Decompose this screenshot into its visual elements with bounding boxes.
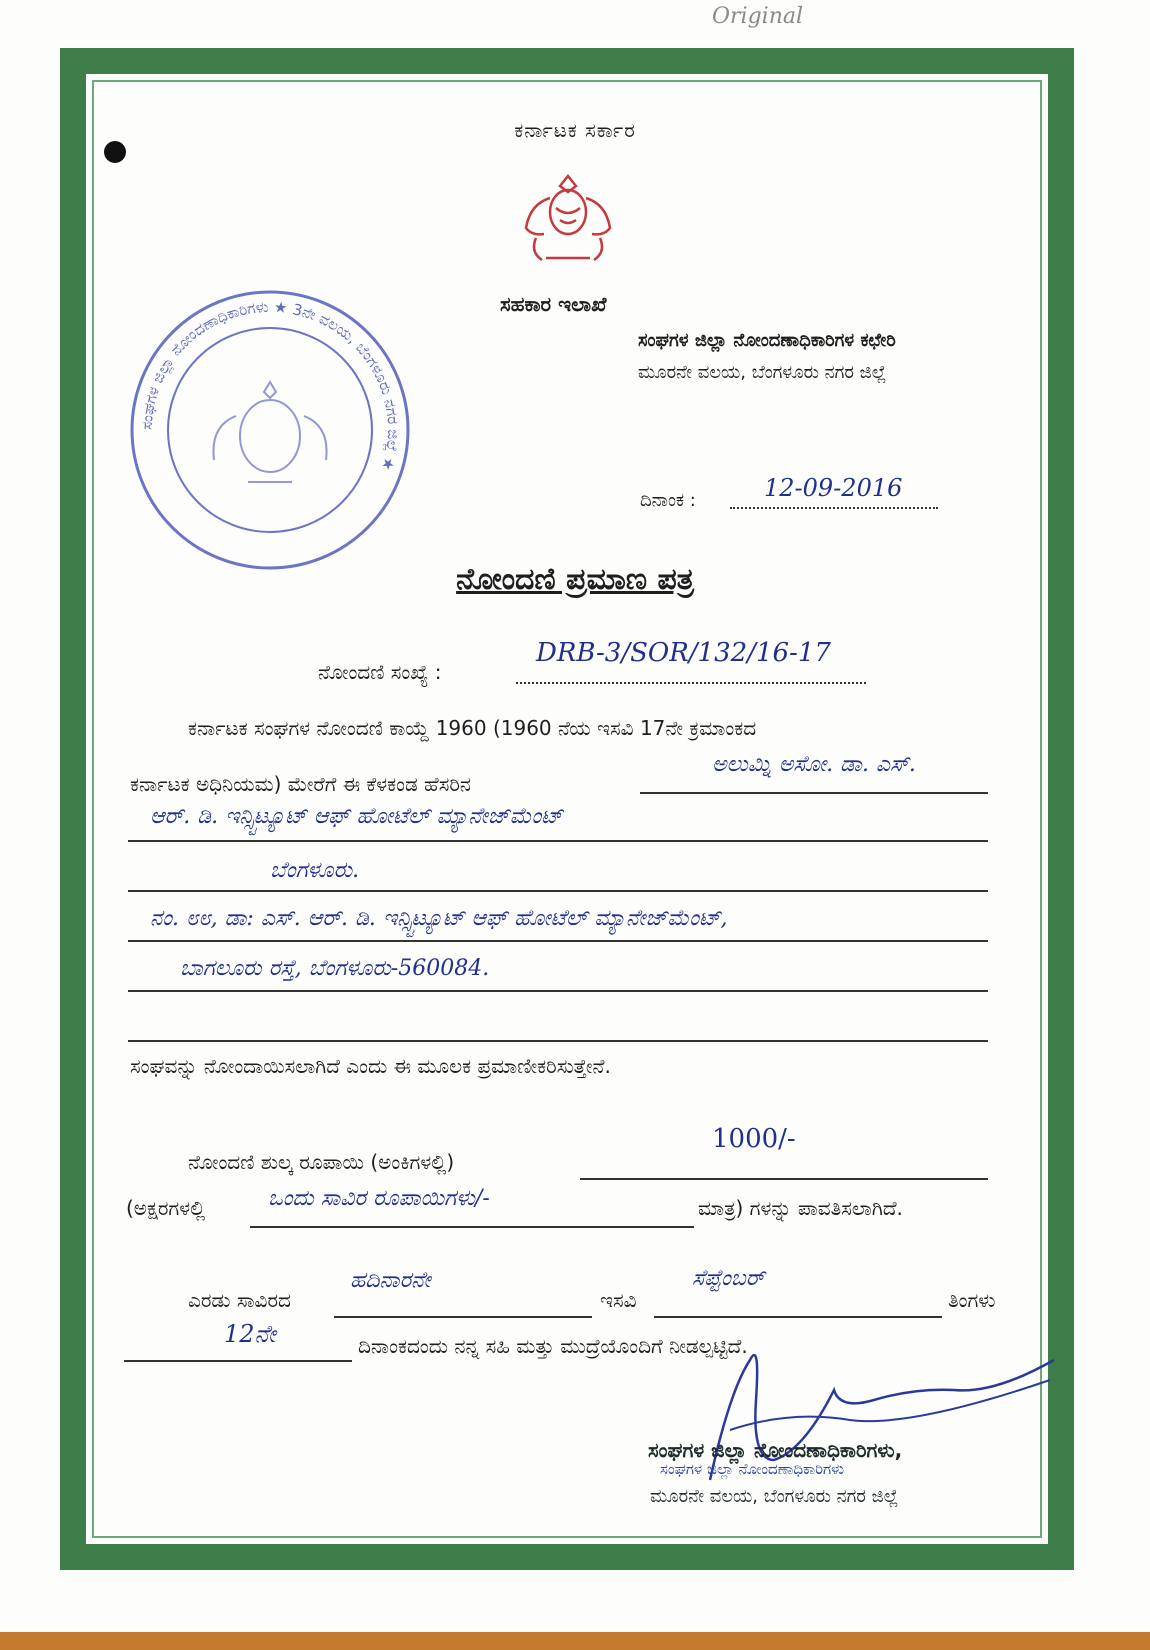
issue-month-value: ಸೆಪ್ಟೆಂಬರ್ [692,1266,765,1291]
fee-words-tail: ಮಾತ್ರ) ಗಳನ್ನು ಪಾವತಿಸಲಾಗಿದೆ. [698,1196,903,1220]
issue-day-value: 12ನೇ [224,1320,276,1348]
act-reference-line: ಕರ್ನಾಟಕ ಸಂಘಗಳ ನೋಂದಣಿ ಕಾಯ್ದೆ 1960 (1960 ನೆಯ ಇಸವಿ 17ನೇ ಕ್ರಮಾಂಕದ [188,716,757,740]
day-line [124,1360,352,1362]
society-name-part-3: ಬೆಂಗಳೂರು. [270,858,360,883]
scan-edge [0,1632,1150,1650]
society-name-part-2: ಆರ್. ಡಿ. ಇನ್ಸ್ಟಿಟ್ಯೂಟ್ ಆಫ್ ಹೋಟೆಲ್ ಮ್ಯಾನೇಜ್‌ಮೆಂಟ್ [150,804,563,829]
seal-text: ಸಂಘಗಳ ಜಿಲ್ಲಾ ನೋಂದಣಾಧಿಕಾರಿಗಳು ★ 3ನೇ ವಲಯ, ಬೆಂಗಳೂರು ನಗರ ಜಿಲ್ಲೆ ★ [137,297,403,473]
society-name-part-1: ಅಲುಮ್ನಿ ಅಸೋ. ಡಾ. ಎಸ್. [712,752,916,777]
signatory-title: ಸಂಘಗಳ ಜಿಲ್ಲಾ ನೋಂದಣಾಧಿಕಾರಿಗಳು, [648,1438,903,1462]
issue-day-statement: ದಿನಾಂಕದಂದು ನನ್ನ ಸಹಿ ಮತ್ತು ಮುದ್ರೆಯೊಂದಿಗೆ ನೀಡಲ್ಪಟ್ಟಿದೆ. [358,1334,748,1358]
name-line-1 [640,792,988,794]
address-line-2 [128,990,988,992]
office-name: ಸಂಘಗಳ ಜಿಲ್ಲಾ ನೋಂದಣಾಧಿಕಾರಿಗಳ ಕಛೇರಿ [638,330,896,351]
original-annotation: Original [712,4,804,29]
punch-hole [104,141,126,163]
fee-words-value: ಒಂದು ಸಾವಿರ ರೂಪಾಯಿಗಳು/- [268,1186,490,1211]
registration-number-line [516,682,866,684]
fee-value: 1000/- [712,1124,796,1154]
government-name: ಕರ್ನಾಟಕ ಸರ್ಕಾರ [514,118,636,142]
registration-number-label: ನೋಂದಣಿ ಸಂಖ್ಯೆ : [318,660,442,684]
fee-line [580,1178,988,1180]
issue-month-label: ತಿಂಗಳು [948,1288,996,1312]
fee-label: ನೋಂದಣಿ ಶುಲ್ಕ ರೂಪಾಯಿ (ಅಂಕಿಗಳಲ್ಲಿ) [188,1150,455,1174]
issue-year-suffix: ಇಸವಿ [600,1288,637,1312]
department-name: ಸಹಕಾರ ಇಲಾಖೆ [500,292,607,316]
act-reference-line-2: ಕರ್ನಾಟಕ ಅಧಿನಿಯಮ) ಮೇರೆಗೆ ಈ ಕೆಳಕಂಡ ಹೆಸರಿನ [130,772,472,796]
issue-year-value: ಹದಿನಾರನೇ [350,1268,431,1293]
certification-statement: ಸಂಘವನ್ನು ನೋಂದಾಯಿಸಲಾಗಿದೆ ಎಂದು ಈ ಮೂಲಕ ಪ್ರಮಾಣೀಕರಿಸುತ್ತೇನೆ. [130,1054,611,1078]
office-zone: ಮೂರನೇ ವಲಯ, ಬೆಂಗಳೂರು ನಗರ ಜಿಲ್ಲೆ [638,362,887,383]
date-line [730,507,938,509]
address-line-1 [128,940,988,942]
certificate-title: ನೋಂದಣಿ ಪ್ರಮಾಣ ಪತ್ರ [456,562,694,597]
fee-words-line [250,1226,694,1228]
name-line-2 [128,840,988,842]
signatory-office: ಮೂರನೇ ವಲಯ, ಬೆಂಗಳೂರು ನಗರ ಜಿಲ್ಲೆ [650,1486,899,1507]
registration-number-value: DRB-3/SOR/132/16-17 [536,638,831,668]
date-value: 12-09-2016 [764,474,903,502]
office-seal-stamp [126,286,414,574]
date-label: ದಿನಾಂಕ : [640,490,696,511]
fee-words-label: (ಅಕ್ಷರಗಳಲ್ಲಿ [126,1196,206,1220]
month-line [654,1316,942,1318]
year-line [334,1316,592,1318]
society-address-1: ನಂ. ೮೮, ಡಾ: ಎಸ್. ಆರ್. ಡಿ. ಇನ್ಸ್ಟಿಟ್ಯೂಟ್ ಆಫ್ ಹೋಟೆಲ್ ಮ್ಯಾನೇಜ್‌ಮೆಂಟ್, [150,906,728,931]
name-line-3 [128,890,988,892]
signatory-stamp: ಸಂಘಗಳ ಜಿಲ್ಲಾ ನೋಂದಣಾಧಿಕಾರಿಗಳು [660,1460,845,1478]
issue-year-label: ಎರಡು ಸಾವಿರದ [188,1288,291,1312]
state-emblem-icon [516,168,620,272]
blank-line [128,1040,988,1042]
society-address-2: ಬಾಗಲೂರು ರಸ್ತೆ, ಬೆಂಗಳೂರು-560084. [180,956,490,981]
